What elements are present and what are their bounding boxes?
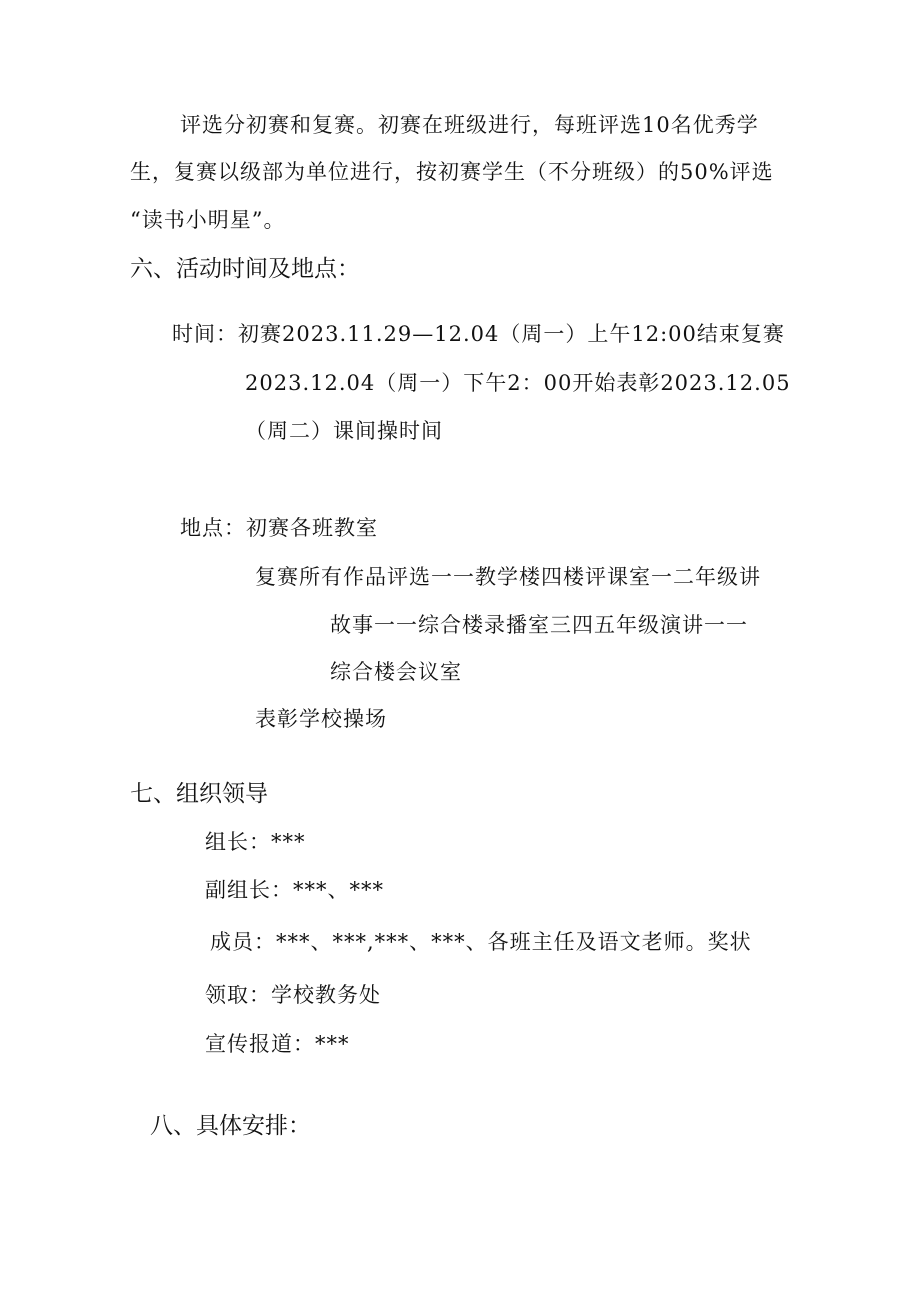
section-7-heading: 七、组织领导 (130, 781, 268, 807)
place-line-5: 表彰学校操场 (255, 707, 387, 731)
time-line-1: 时间：初赛2023.11.29—12.04（周一）上午12:00结束复赛 (172, 322, 785, 346)
place-line-3: 故事一一综合楼录播室三四五年级演讲一一 (330, 613, 748, 637)
section-8-heading: 八、具体安排： (150, 1113, 311, 1139)
place-line-1: 地点：初赛各班教室 (180, 516, 378, 540)
place-line-4: 综合楼会议室 (330, 660, 462, 684)
intro-line-3: “读书小明星”。 (130, 208, 286, 232)
org-publicity: 宣传报道：*** (205, 1032, 350, 1056)
org-award: 领取：学校教务处 (205, 983, 381, 1007)
time-line-2: 2023.12.04（周一）下午2：00开始表彰2023.12.05 (245, 371, 791, 395)
intro-line-2: 生，复赛以级部为单位进行，按初赛学生（不分班级）的50%评选 (130, 160, 774, 184)
section-6-heading: 六、活动时间及地点： (130, 256, 360, 282)
org-members: 成员：***、***,***、***、各班主任及语文老师。奖状 (210, 930, 752, 954)
place-line-2: 复赛所有作品评选一一教学楼四楼评课室一二年级讲 (255, 565, 761, 589)
org-deputy: 副组长：***、*** (205, 878, 384, 902)
org-leader: 组长：*** (205, 830, 306, 854)
intro-line-1: 评选分初赛和复赛。初赛在班级进行，每班评选10名优秀学 (180, 113, 759, 137)
time-line-3: （周二）课间操时间 (245, 419, 443, 443)
